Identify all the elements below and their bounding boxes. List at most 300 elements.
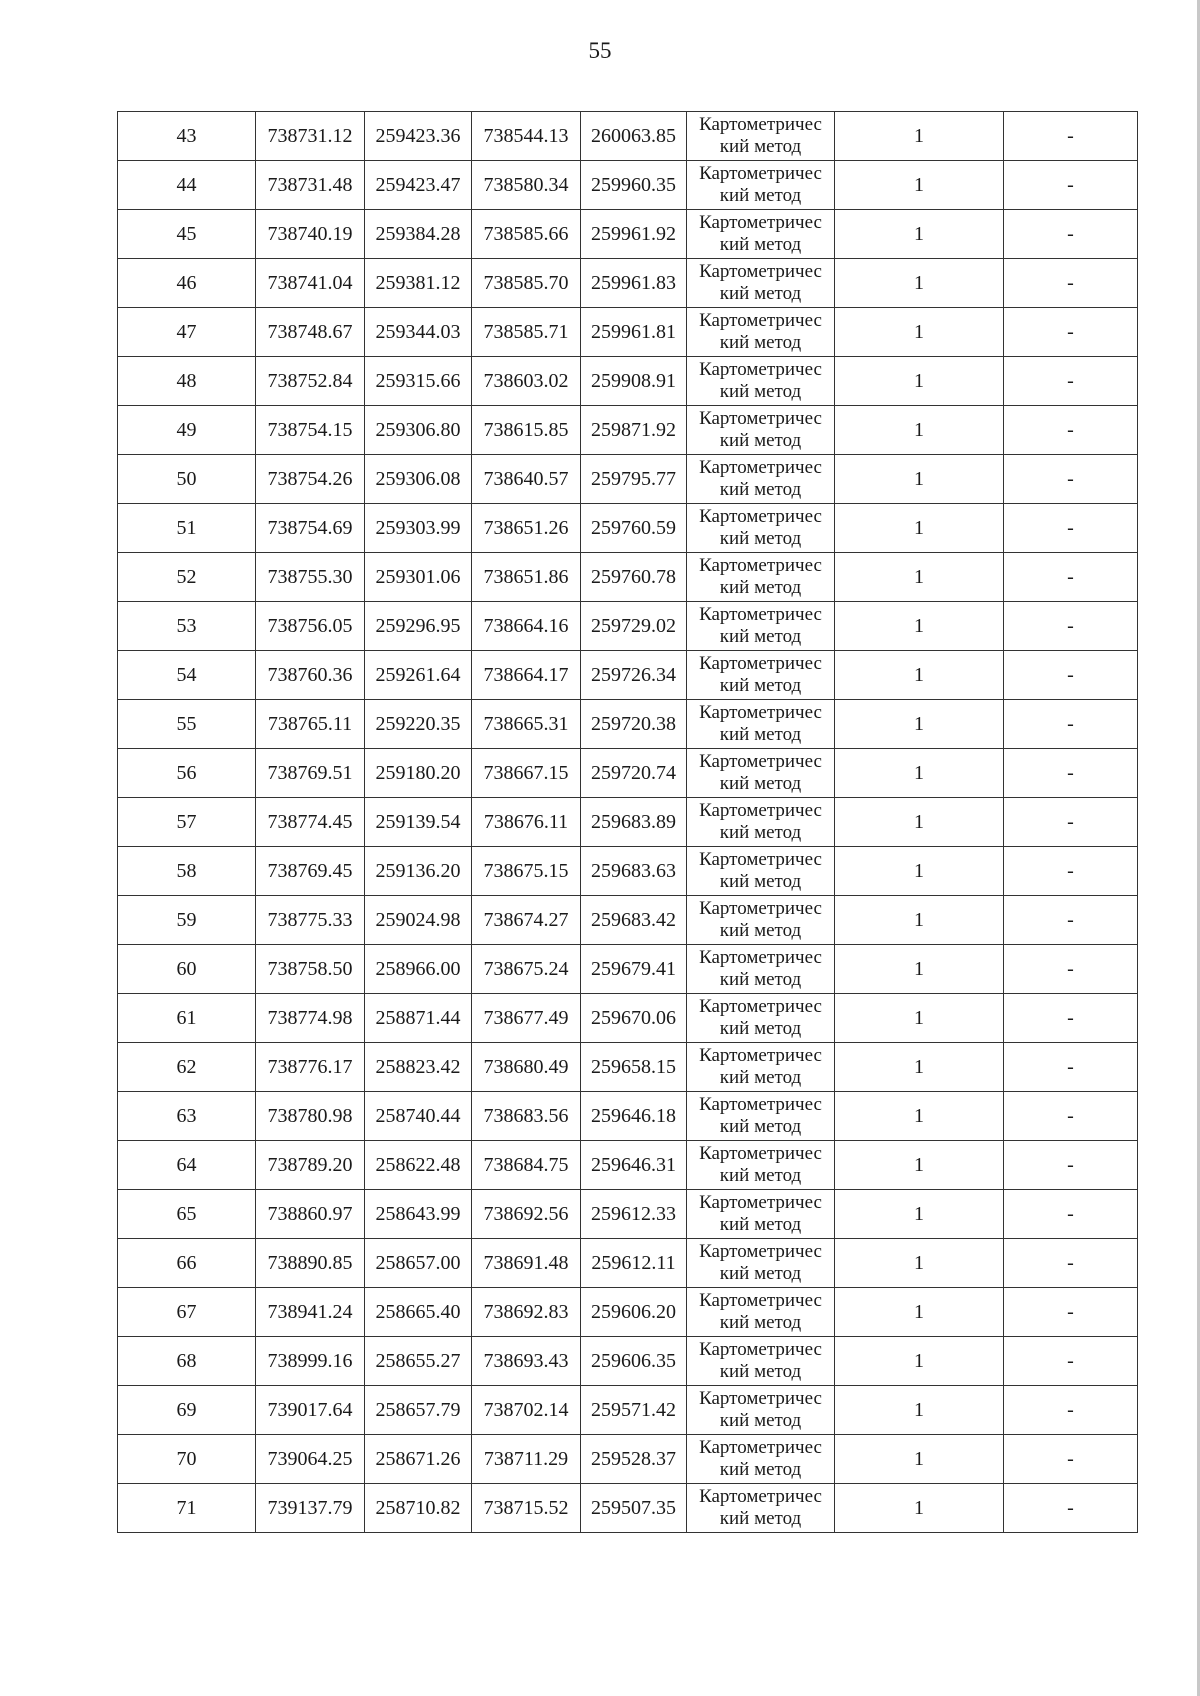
note-cell: - [1004, 700, 1138, 749]
note-cell: - [1004, 945, 1138, 994]
x-coordinate-2-cell: 738677.49 [472, 994, 581, 1043]
y-coordinate-2-cell: 259961.83 [581, 259, 687, 308]
point-number-cell: 51 [118, 504, 256, 553]
y-coordinate-cell: 258657.79 [365, 1386, 472, 1435]
method-cell [687, 406, 835, 455]
x-coordinate-cell: 738941.24 [256, 1288, 365, 1337]
method-line-1: Картометричес [699, 261, 822, 282]
y-coordinate-2-cell: 259646.18 [581, 1092, 687, 1141]
x-coordinate-cell: 738758.50 [256, 945, 365, 994]
note-cell: - [1004, 1141, 1138, 1190]
y-coordinate-cell: 259139.54 [365, 798, 472, 847]
x-coordinate-cell: 738789.20 [256, 1141, 365, 1190]
accuracy-cell: 1 [835, 1239, 1004, 1288]
method-line-2: кий метод [719, 626, 802, 647]
note-cell: - [1004, 161, 1138, 210]
method-cell [687, 1386, 835, 1435]
note-cell: - [1004, 896, 1138, 945]
x-coordinate-2-cell: 738675.15 [472, 847, 581, 896]
method-line-1: Картометричес [699, 1192, 822, 1213]
table-row [118, 259, 1138, 308]
x-coordinate-2-cell: 738640.57 [472, 455, 581, 504]
point-number-cell: 61 [118, 994, 256, 1043]
point-number-cell: 64 [118, 1141, 256, 1190]
y-coordinate-2-cell: 259606.20 [581, 1288, 687, 1337]
table-row [118, 210, 1138, 259]
y-coordinate-cell: 259296.95 [365, 602, 472, 651]
table-row [118, 406, 1138, 455]
x-coordinate-cell: 738999.16 [256, 1337, 365, 1386]
method-line-1: Картометричес [699, 555, 822, 576]
note-cell: - [1004, 259, 1138, 308]
y-coordinate-cell: 259315.66 [365, 357, 472, 406]
accuracy-cell: 1 [835, 1092, 1004, 1141]
y-coordinate-cell: 259381.12 [365, 259, 472, 308]
table-row [118, 798, 1138, 847]
x-coordinate-2-cell: 738615.85 [472, 406, 581, 455]
point-number-cell: 58 [118, 847, 256, 896]
note-cell: - [1004, 1435, 1138, 1484]
note-cell: - [1004, 1092, 1138, 1141]
method-line-2: кий метод [719, 871, 802, 892]
point-number-cell: 62 [118, 1043, 256, 1092]
method-line-1: Картометричес [699, 604, 822, 625]
method-line-2: кий метод [719, 773, 802, 794]
method-line-1: Картометричес [699, 653, 822, 674]
method-cell [687, 161, 835, 210]
x-coordinate-2-cell: 738651.26 [472, 504, 581, 553]
x-coordinate-cell: 738780.98 [256, 1092, 365, 1141]
table-row [118, 1043, 1138, 1092]
x-coordinate-cell: 739064.25 [256, 1435, 365, 1484]
method-line-2: кий метод [719, 1508, 802, 1529]
accuracy-cell: 1 [835, 357, 1004, 406]
x-coordinate-cell: 738754.26 [256, 455, 365, 504]
point-number-cell: 59 [118, 896, 256, 945]
method-line-2: кий метод [719, 822, 802, 843]
x-coordinate-cell: 738755.30 [256, 553, 365, 602]
x-coordinate-cell: 738731.12 [256, 112, 365, 161]
accuracy-cell: 1 [835, 1386, 1004, 1435]
y-coordinate-cell: 258671.26 [365, 1435, 472, 1484]
method-cell [687, 896, 835, 945]
x-coordinate-cell: 739017.64 [256, 1386, 365, 1435]
table-row [118, 1239, 1138, 1288]
table-row [118, 1435, 1138, 1484]
table-row [118, 651, 1138, 700]
note-cell: - [1004, 1337, 1138, 1386]
y-coordinate-2-cell: 259612.11 [581, 1239, 687, 1288]
y-coordinate-2-cell: 259961.92 [581, 210, 687, 259]
method-line-2: кий метод [719, 234, 802, 255]
table-row [118, 1190, 1138, 1239]
method-line-2: кий метод [719, 381, 802, 402]
method-line-1: Картометричес [699, 1143, 822, 1164]
x-coordinate-2-cell: 738693.43 [472, 1337, 581, 1386]
y-coordinate-2-cell: 259961.81 [581, 308, 687, 357]
x-coordinate-2-cell: 738651.86 [472, 553, 581, 602]
point-number-cell: 69 [118, 1386, 256, 1435]
table-row [118, 602, 1138, 651]
point-number-cell: 53 [118, 602, 256, 651]
method-line-1: Картометричес [699, 1486, 822, 1507]
point-number-cell: 65 [118, 1190, 256, 1239]
point-number-cell: 50 [118, 455, 256, 504]
point-number-cell: 54 [118, 651, 256, 700]
note-cell: - [1004, 1190, 1138, 1239]
point-number-cell: 66 [118, 1239, 256, 1288]
x-coordinate-cell: 738752.84 [256, 357, 365, 406]
accuracy-cell: 1 [835, 455, 1004, 504]
point-number-cell: 44 [118, 161, 256, 210]
x-coordinate-2-cell: 738664.16 [472, 602, 581, 651]
x-coordinate-2-cell: 738676.11 [472, 798, 581, 847]
method-line-1: Картометричес [699, 702, 822, 723]
note-cell: - [1004, 1239, 1138, 1288]
accuracy-cell: 1 [835, 112, 1004, 161]
x-coordinate-2-cell: 738691.48 [472, 1239, 581, 1288]
note-cell: - [1004, 1484, 1138, 1533]
x-coordinate-2-cell: 738544.13 [472, 112, 581, 161]
accuracy-cell: 1 [835, 406, 1004, 455]
y-coordinate-2-cell: 259760.78 [581, 553, 687, 602]
x-coordinate-2-cell: 738692.56 [472, 1190, 581, 1239]
y-coordinate-cell: 259301.06 [365, 553, 472, 602]
y-coordinate-cell: 259344.03 [365, 308, 472, 357]
y-coordinate-cell: 258966.00 [365, 945, 472, 994]
y-coordinate-cell: 259303.99 [365, 504, 472, 553]
method-line-2: кий метод [719, 1018, 802, 1039]
point-number-cell: 68 [118, 1337, 256, 1386]
method-line-2: кий метод [719, 136, 802, 157]
x-coordinate-cell: 738775.33 [256, 896, 365, 945]
note-cell: - [1004, 602, 1138, 651]
method-line-1: Картометричес [699, 1339, 822, 1360]
accuracy-cell: 1 [835, 651, 1004, 700]
method-cell [687, 994, 835, 1043]
method-cell [687, 1337, 835, 1386]
method-cell [687, 357, 835, 406]
x-coordinate-2-cell: 738665.31 [472, 700, 581, 749]
x-coordinate-cell: 738765.11 [256, 700, 365, 749]
table-row [118, 1484, 1138, 1533]
x-coordinate-2-cell: 738664.17 [472, 651, 581, 700]
method-line-1: Картометричес [699, 751, 822, 772]
point-number-cell: 46 [118, 259, 256, 308]
method-line-2: кий метод [719, 1165, 802, 1186]
y-coordinate-cell: 259423.47 [365, 161, 472, 210]
method-line-1: Картометричес [699, 1290, 822, 1311]
method-line-1: Картометричес [699, 310, 822, 331]
method-line-1: Картометричес [699, 212, 822, 233]
table-row [118, 308, 1138, 357]
x-coordinate-2-cell: 738683.56 [472, 1092, 581, 1141]
table-row [118, 161, 1138, 210]
point-number-cell: 49 [118, 406, 256, 455]
note-cell: - [1004, 994, 1138, 1043]
x-coordinate-cell: 738860.97 [256, 1190, 365, 1239]
y-coordinate-2-cell: 259679.41 [581, 945, 687, 994]
x-coordinate-2-cell: 738680.49 [472, 1043, 581, 1092]
y-coordinate-2-cell: 259528.37 [581, 1435, 687, 1484]
method-line-1: Картометричес [699, 800, 822, 821]
accuracy-cell: 1 [835, 945, 1004, 994]
x-coordinate-cell: 738776.17 [256, 1043, 365, 1092]
x-coordinate-cell: 738760.36 [256, 651, 365, 700]
y-coordinate-cell: 258643.99 [365, 1190, 472, 1239]
note-cell: - [1004, 847, 1138, 896]
accuracy-cell: 1 [835, 504, 1004, 553]
method-cell [687, 1141, 835, 1190]
y-coordinate-2-cell: 259683.89 [581, 798, 687, 847]
method-line-2: кий метод [719, 1459, 802, 1480]
x-coordinate-cell: 738754.15 [256, 406, 365, 455]
table-row [118, 1141, 1138, 1190]
y-coordinate-2-cell: 259720.38 [581, 700, 687, 749]
accuracy-cell: 1 [835, 161, 1004, 210]
accuracy-cell: 1 [835, 994, 1004, 1043]
x-coordinate-cell: 738754.69 [256, 504, 365, 553]
method-line-2: кий метод [719, 185, 802, 206]
x-coordinate-cell: 738890.85 [256, 1239, 365, 1288]
x-coordinate-2-cell: 738692.83 [472, 1288, 581, 1337]
x-coordinate-2-cell: 738667.15 [472, 749, 581, 798]
accuracy-cell: 1 [835, 700, 1004, 749]
x-coordinate-2-cell: 738674.27 [472, 896, 581, 945]
method-cell [687, 1484, 835, 1533]
x-coordinate-2-cell: 738585.66 [472, 210, 581, 259]
method-line-2: кий метод [719, 479, 802, 500]
y-coordinate-cell: 258665.40 [365, 1288, 472, 1337]
method-line-1: Картометричес [699, 359, 822, 380]
x-coordinate-cell: 738774.45 [256, 798, 365, 847]
x-coordinate-2-cell: 738715.52 [472, 1484, 581, 1533]
note-cell: - [1004, 112, 1138, 161]
accuracy-cell: 1 [835, 259, 1004, 308]
y-coordinate-cell: 259384.28 [365, 210, 472, 259]
note-cell: - [1004, 553, 1138, 602]
y-coordinate-2-cell: 259871.92 [581, 406, 687, 455]
accuracy-cell: 1 [835, 749, 1004, 798]
method-cell [687, 651, 835, 700]
point-number-cell: 55 [118, 700, 256, 749]
point-number-cell: 57 [118, 798, 256, 847]
y-coordinate-2-cell: 259683.42 [581, 896, 687, 945]
method-line-2: кий метод [719, 675, 802, 696]
method-line-1: Картометричес [699, 1437, 822, 1458]
point-number-cell: 52 [118, 553, 256, 602]
x-coordinate-cell: 738769.51 [256, 749, 365, 798]
accuracy-cell: 1 [835, 1043, 1004, 1092]
method-line-1: Картометричес [699, 849, 822, 870]
note-cell: - [1004, 1386, 1138, 1435]
method-line-2: кий метод [719, 1067, 802, 1088]
method-cell [687, 602, 835, 651]
accuracy-cell: 1 [835, 1141, 1004, 1190]
y-coordinate-2-cell: 259795.77 [581, 455, 687, 504]
point-number-cell: 63 [118, 1092, 256, 1141]
x-coordinate-cell: 738774.98 [256, 994, 365, 1043]
point-number-cell: 67 [118, 1288, 256, 1337]
accuracy-cell: 1 [835, 798, 1004, 847]
method-line-2: кий метод [719, 332, 802, 353]
point-number-cell: 43 [118, 112, 256, 161]
x-coordinate-cell: 738769.45 [256, 847, 365, 896]
method-line-2: кий метод [719, 1361, 802, 1382]
method-cell [687, 700, 835, 749]
y-coordinate-cell: 259220.35 [365, 700, 472, 749]
method-cell [687, 945, 835, 994]
method-cell [687, 1239, 835, 1288]
y-coordinate-2-cell: 259683.63 [581, 847, 687, 896]
method-cell [687, 112, 835, 161]
y-coordinate-2-cell: 259908.91 [581, 357, 687, 406]
method-line-2: кий метод [719, 969, 802, 990]
note-cell: - [1004, 406, 1138, 455]
method-cell [687, 1043, 835, 1092]
method-cell [687, 1092, 835, 1141]
y-coordinate-2-cell: 259646.31 [581, 1141, 687, 1190]
point-number-cell: 45 [118, 210, 256, 259]
y-coordinate-cell: 259024.98 [365, 896, 472, 945]
table-row [118, 1386, 1138, 1435]
method-line-2: кий метод [719, 724, 802, 745]
method-line-2: кий метод [719, 1214, 802, 1235]
point-number-cell: 48 [118, 357, 256, 406]
method-line-1: Картометричес [699, 506, 822, 527]
method-line-1: Картометричес [699, 457, 822, 478]
x-coordinate-2-cell: 738603.02 [472, 357, 581, 406]
method-cell [687, 749, 835, 798]
note-cell: - [1004, 651, 1138, 700]
method-cell [687, 455, 835, 504]
table-row [118, 749, 1138, 798]
y-coordinate-2-cell: 259729.02 [581, 602, 687, 651]
note-cell: - [1004, 504, 1138, 553]
point-number-cell: 60 [118, 945, 256, 994]
table-body [118, 112, 1138, 1533]
x-coordinate-cell: 739137.79 [256, 1484, 365, 1533]
accuracy-cell: 1 [835, 1435, 1004, 1484]
table-row [118, 1288, 1138, 1337]
method-cell [687, 504, 835, 553]
method-line-1: Картометричес [699, 1094, 822, 1115]
method-line-1: Картометричес [699, 163, 822, 184]
y-coordinate-cell: 259136.20 [365, 847, 472, 896]
y-coordinate-2-cell: 259507.35 [581, 1484, 687, 1533]
method-cell [687, 1190, 835, 1239]
point-number-cell: 56 [118, 749, 256, 798]
method-cell [687, 1288, 835, 1337]
method-line-2: кий метод [719, 430, 802, 451]
note-cell: - [1004, 308, 1138, 357]
note-cell: - [1004, 1043, 1138, 1092]
method-line-1: Картометричес [699, 947, 822, 968]
note-cell: - [1004, 749, 1138, 798]
point-number-cell: 70 [118, 1435, 256, 1484]
table-row [118, 700, 1138, 749]
y-coordinate-2-cell: 259670.06 [581, 994, 687, 1043]
method-line-1: Картометричес [699, 1241, 822, 1262]
note-cell: - [1004, 455, 1138, 504]
accuracy-cell: 1 [835, 1288, 1004, 1337]
method-line-1: Картометричес [699, 408, 822, 429]
note-cell: - [1004, 357, 1138, 406]
y-coordinate-cell: 259423.36 [365, 112, 472, 161]
y-coordinate-cell: 259306.08 [365, 455, 472, 504]
table-row [118, 1337, 1138, 1386]
y-coordinate-2-cell: 259726.34 [581, 651, 687, 700]
table-row [118, 504, 1138, 553]
y-coordinate-2-cell: 259720.74 [581, 749, 687, 798]
method-line-2: кий метод [719, 1116, 802, 1137]
method-line-2: кий метод [719, 577, 802, 598]
x-coordinate-2-cell: 738585.71 [472, 308, 581, 357]
method-line-1: Картометричес [699, 114, 822, 135]
method-line-1: Картометричес [699, 898, 822, 919]
y-coordinate-cell: 258710.82 [365, 1484, 472, 1533]
y-coordinate-2-cell: 259760.59 [581, 504, 687, 553]
x-coordinate-2-cell: 738580.34 [472, 161, 581, 210]
note-cell: - [1004, 798, 1138, 847]
x-coordinate-2-cell: 738585.70 [472, 259, 581, 308]
method-line-2: кий метод [719, 283, 802, 304]
method-line-2: кий метод [719, 1410, 802, 1431]
table-row [118, 896, 1138, 945]
y-coordinate-cell: 259306.80 [365, 406, 472, 455]
accuracy-cell: 1 [835, 210, 1004, 259]
method-line-1: Картометричес [699, 1045, 822, 1066]
method-line-2: кий метод [719, 920, 802, 941]
accuracy-cell: 1 [835, 1484, 1004, 1533]
method-line-2: кий метод [719, 1312, 802, 1333]
accuracy-cell: 1 [835, 308, 1004, 357]
method-cell [687, 798, 835, 847]
y-coordinate-cell: 258657.00 [365, 1239, 472, 1288]
method-cell [687, 1435, 835, 1484]
x-coordinate-cell: 738740.19 [256, 210, 365, 259]
accuracy-cell: 1 [835, 1190, 1004, 1239]
y-coordinate-cell: 259180.20 [365, 749, 472, 798]
accuracy-cell: 1 [835, 602, 1004, 651]
method-cell [687, 847, 835, 896]
y-coordinate-2-cell: 260063.85 [581, 112, 687, 161]
method-line-2: кий метод [719, 528, 802, 549]
point-number-cell: 71 [118, 1484, 256, 1533]
method-line-2: кий метод [719, 1263, 802, 1284]
x-coordinate-cell: 738748.67 [256, 308, 365, 357]
page-number: 55 [588, 38, 612, 63]
method-cell [687, 210, 835, 259]
y-coordinate-2-cell: 259606.35 [581, 1337, 687, 1386]
accuracy-cell: 1 [835, 553, 1004, 602]
table-row [118, 945, 1138, 994]
y-coordinate-cell: 258871.44 [365, 994, 472, 1043]
table-row [118, 112, 1138, 161]
method-cell [687, 308, 835, 357]
table-row [118, 847, 1138, 896]
y-coordinate-2-cell: 259658.15 [581, 1043, 687, 1092]
method-line-1: Картометричес [699, 996, 822, 1017]
x-coordinate-cell: 738741.04 [256, 259, 365, 308]
accuracy-cell: 1 [835, 847, 1004, 896]
coordinates-table [117, 111, 1138, 1533]
y-coordinate-cell: 258740.44 [365, 1092, 472, 1141]
x-coordinate-2-cell: 738702.14 [472, 1386, 581, 1435]
table-row [118, 994, 1138, 1043]
table-row [118, 455, 1138, 504]
y-coordinate-2-cell: 259612.33 [581, 1190, 687, 1239]
